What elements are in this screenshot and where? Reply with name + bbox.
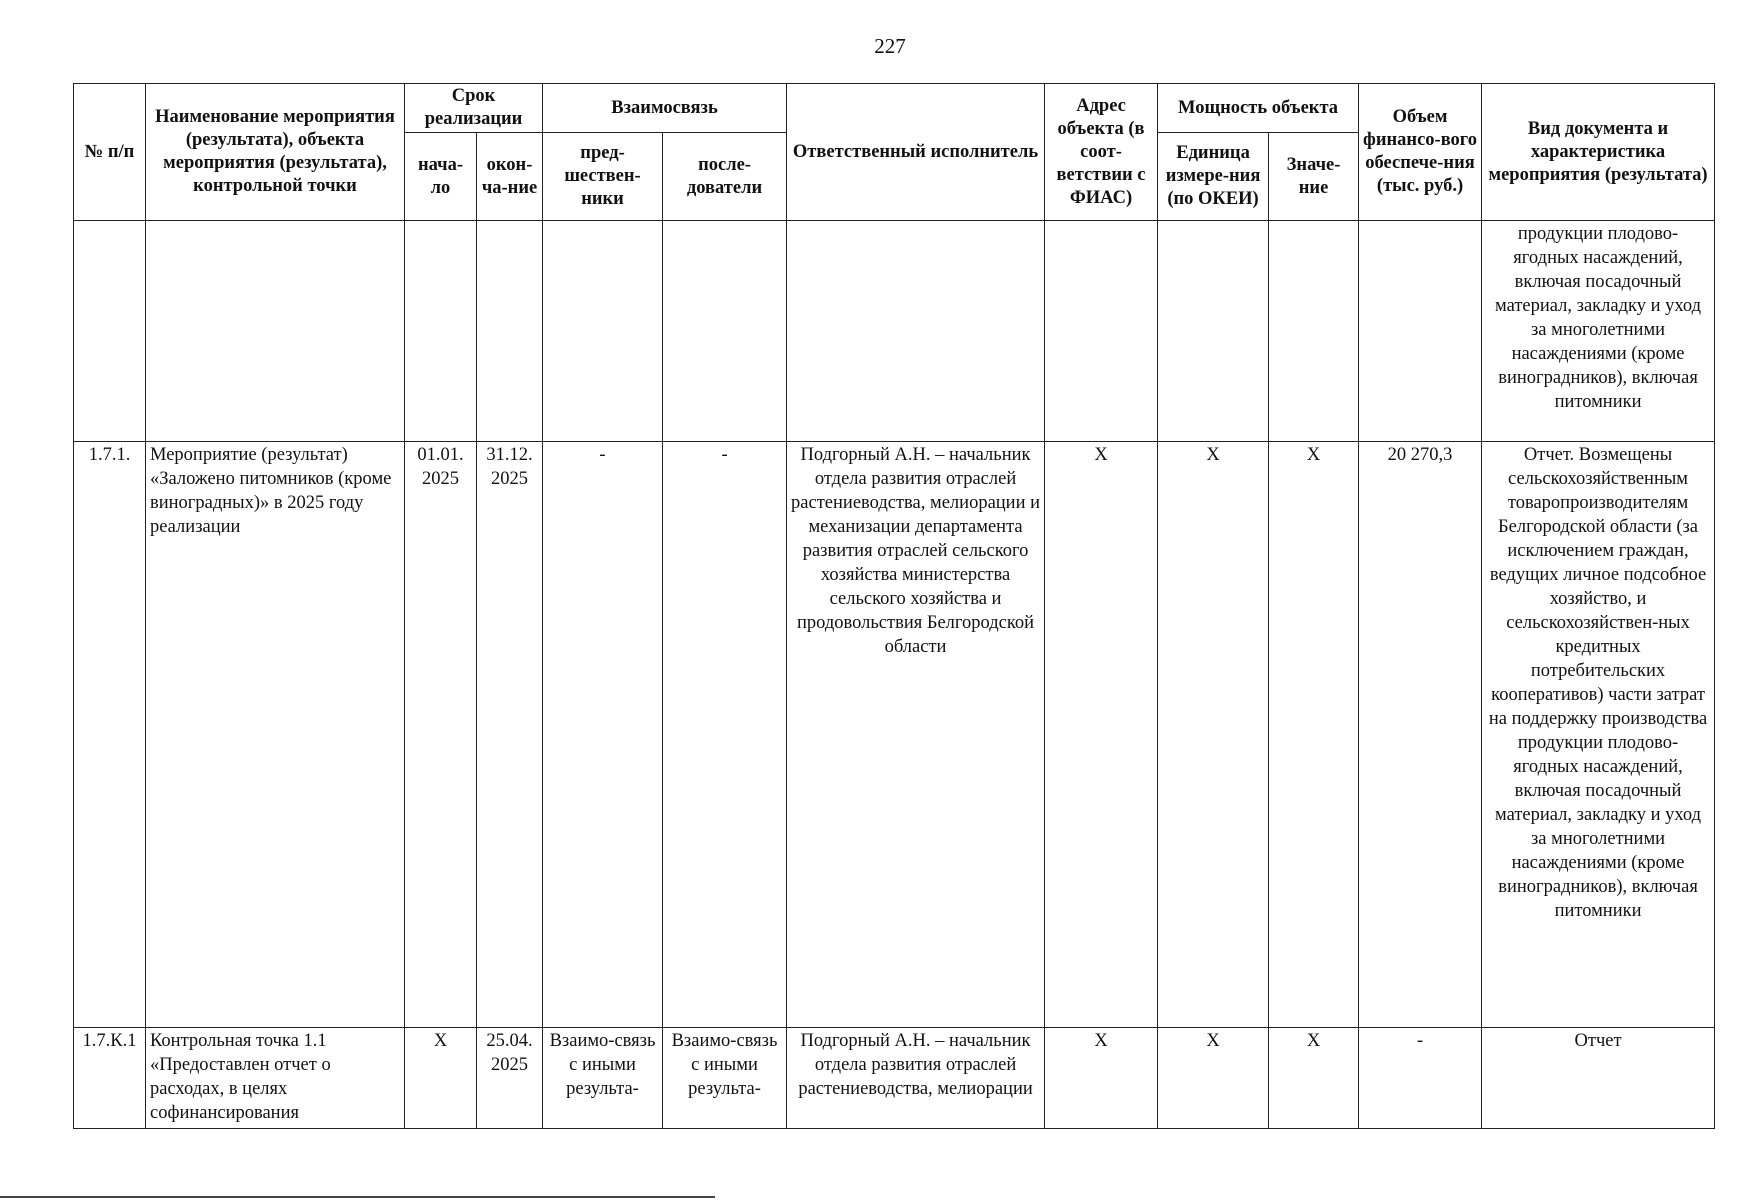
row-next bbox=[663, 221, 787, 442]
header-capacity: Мощность объекта bbox=[1158, 84, 1359, 133]
row-start bbox=[405, 221, 477, 442]
header-link-next: после-дователи bbox=[663, 133, 787, 221]
row-value: X bbox=[1269, 441, 1359, 1028]
row-unit: X bbox=[1158, 441, 1269, 1028]
row-doc: продукции плодово-ягодных насаждений, включая посадочный материал, закладку и уход за многолетними насаждениями (кроме виноградников), включая питомники bbox=[1482, 221, 1715, 442]
row-funding: 20 270,3 bbox=[1359, 441, 1482, 1028]
row-prev bbox=[543, 221, 663, 442]
row-num: 1.7.1. bbox=[74, 441, 146, 1028]
header-responsible: Ответственный исполнитель bbox=[787, 84, 1045, 221]
row-start: 01.01. 2025 bbox=[405, 441, 477, 1028]
row-num: 1.7.К.1 bbox=[74, 1028, 146, 1129]
row-end bbox=[477, 221, 543, 442]
header-capacity-value: Значе-ние bbox=[1269, 133, 1359, 221]
row-funding bbox=[1359, 221, 1482, 442]
row-unit: X bbox=[1158, 1028, 1269, 1129]
header-term-start: нача-ло bbox=[405, 133, 477, 221]
row-responsible bbox=[787, 221, 1045, 442]
header-link: Взаимосвязь bbox=[543, 84, 787, 133]
header-doc: Вид документа и характеристика мероприятия (результата) bbox=[1482, 84, 1715, 221]
bottom-rule bbox=[0, 1196, 715, 1198]
row-next: - bbox=[663, 441, 787, 1028]
row-next: Взаимо-связь с иными результа- bbox=[663, 1028, 787, 1129]
header-name: Наименование мероприятия (результата), объекта мероприятия (результата), контрольной точки bbox=[146, 84, 405, 221]
header-num: № п/п bbox=[74, 84, 146, 221]
header-term: Срок реализации bbox=[405, 84, 543, 133]
activity-table bbox=[73, 83, 1715, 1129]
row-num bbox=[74, 221, 146, 442]
row-name: Мероприятие (результат) «Заложено питомников (кроме виноградных)» в 2025 году реализации bbox=[146, 441, 405, 1028]
row-responsible: Подгорный А.Н. – начальник отдела развития отраслей растениеводства, мелиорации bbox=[787, 1028, 1045, 1129]
row-doc: Отчет bbox=[1482, 1028, 1715, 1129]
row-address bbox=[1045, 221, 1158, 442]
row-start: X bbox=[405, 1028, 477, 1129]
row-address: X bbox=[1045, 1028, 1158, 1129]
row-value: X bbox=[1269, 1028, 1359, 1129]
header-link-prev: пред-шествен-ники bbox=[543, 133, 663, 221]
header-capacity-unit: Единица измере-ния (по ОКЕИ) bbox=[1158, 133, 1269, 221]
row-value bbox=[1269, 221, 1359, 442]
table-row bbox=[74, 441, 1715, 1028]
header-address: Адрес объекта (в соот-ветствии с ФИАС) bbox=[1045, 84, 1158, 221]
row-prev: Взаимо-связь с иными результа- bbox=[543, 1028, 663, 1129]
row-name bbox=[146, 221, 405, 442]
row-funding: - bbox=[1359, 1028, 1482, 1129]
row-unit bbox=[1158, 221, 1269, 442]
table-row bbox=[74, 221, 1715, 442]
row-doc: Отчет. Возмещены сельскохозяйственным товаропроизводителям Белгородской области (за исключением граждан, ведущих личное подсобное хозяйство, и сельскохозяйствен-ных кредитных потребительских кооперативов) части затрат на поддержку производства продукции плодово-ягодных насаждений, включая посадочный материал, закладку и уход за многолетними насаждениями (кроме виноградников), включая питомники bbox=[1482, 441, 1715, 1028]
row-end: 31.12. 2025 bbox=[477, 441, 543, 1028]
row-name: Контрольная точка 1.1 «Предоставлен отчет о расходах, в целях софинансирования bbox=[146, 1028, 405, 1129]
table-row bbox=[74, 1028, 1715, 1129]
header-funding: Объем финансо-вого обеспече-ния (тыс. руб.) bbox=[1359, 84, 1482, 221]
row-address: X bbox=[1045, 441, 1158, 1028]
page-number: 227 bbox=[874, 34, 906, 58]
row-end: 25.04. 2025 bbox=[477, 1028, 543, 1129]
row-responsible: Подгорный А.Н. – начальник отдела развития отраслей растениеводства, мелиорации и механизации департамента развития отраслей сельского хозяйства министерства сельского хозяйства и продовольствия Белгородской области bbox=[787, 441, 1045, 1028]
header-term-end: окон-ча-ние bbox=[477, 133, 543, 221]
row-prev: - bbox=[543, 441, 663, 1028]
